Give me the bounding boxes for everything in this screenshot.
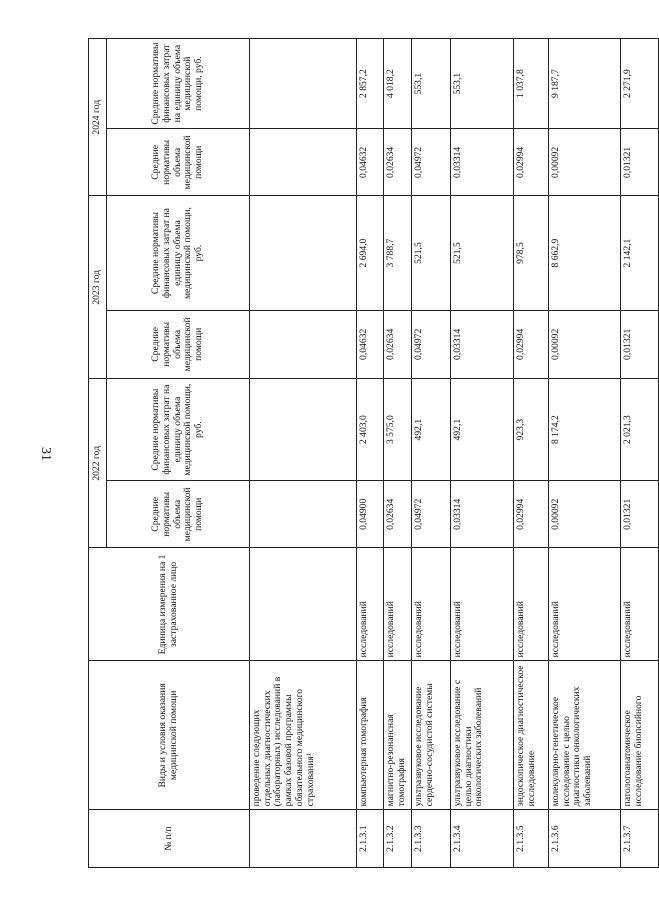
cell-cost-2024: 2 271,9 — [621, 39, 659, 129]
table-row — [549, 39, 621, 868]
cell-unit: исследований — [384, 548, 412, 661]
header-volume-2022: Средние нормативы объема медицинской помощи — [107, 481, 250, 548]
cell-volume-2022: 0,01321 — [621, 481, 659, 548]
cell-unit: исследований — [451, 548, 514, 661]
table-row — [357, 39, 384, 868]
cell-cost-2023 — [250, 196, 357, 310]
header-unit: Единица измерения на 1 застрахованное лицо — [89, 548, 250, 661]
cell-kind: эндоскопическое диагностическое исследование — [514, 661, 549, 810]
cell-cost-2023: 2 142,1 — [621, 196, 659, 310]
cell-volume-2022: 0,02634 — [384, 481, 412, 548]
cell-cost-2022: 2 021,3 — [621, 379, 659, 481]
cell-num: 2.1.3.4 — [451, 810, 514, 868]
cell-unit — [250, 548, 357, 661]
cell-cost-2022 — [250, 379, 357, 481]
rotated-page — [88, 38, 644, 868]
cell-volume-2024: 0,00092 — [549, 129, 621, 196]
cell-unit: исследований — [549, 548, 621, 661]
cell-cost-2024: 1 037,8 — [514, 39, 549, 129]
cell-volume-2024: 0,02634 — [384, 129, 412, 196]
cell-num: 2.1.3.2 — [384, 810, 412, 868]
table-row — [384, 39, 412, 868]
cell-cost-2024: 9 187,7 — [549, 39, 621, 129]
table-row — [412, 39, 451, 868]
cell-kind: компьютерная томография — [357, 661, 384, 810]
cell-volume-2023 — [250, 310, 357, 378]
cell-cost-2023: 521,5 — [412, 196, 451, 310]
cell-cost-2022: 2 403,0 — [357, 379, 384, 481]
cell-num: 2.1.3.7 — [621, 810, 659, 868]
cell-cost-2022: 3 575,0 — [384, 379, 412, 481]
header-year-2024: 2024 год — [89, 39, 107, 196]
cell-volume-2023: 0,03314 — [451, 310, 514, 378]
cell-kind: ультразвуковое исследование сердечно-сосудистой системы — [412, 661, 451, 810]
cell-cost-2024: 553,1 — [412, 39, 451, 129]
cell-num: 2.1.3.3 — [412, 810, 451, 868]
table-body — [250, 39, 659, 868]
header-row-years — [89, 39, 107, 868]
cell-cost-2023: 3 788,7 — [384, 196, 412, 310]
cell-cost-2023: 2 694,0 — [357, 196, 384, 310]
cell-unit: исследований — [357, 548, 384, 661]
header-volume-2023: Средние нормативы объема медицинской помощи — [107, 310, 250, 378]
cell-cost-2023: 978,5 — [514, 196, 549, 310]
table-row — [514, 39, 549, 868]
cell-volume-2024: 0,03314 — [451, 129, 514, 196]
cell-kind: ультразвуковое исследование с целью диагностики онкологических заболеваний — [451, 661, 514, 810]
table-row — [621, 39, 659, 868]
cell-kind: молекулярно-генетическое исследование с целью диагностики онкологических заболеваний — [549, 661, 621, 810]
cell-volume-2024: 0,01321 — [621, 129, 659, 196]
cell-cost-2022: 923,3 — [514, 379, 549, 481]
cell-volume-2023: 0,02634 — [384, 310, 412, 378]
table-row — [250, 39, 357, 868]
cell-num: 2.1.3.1 — [357, 810, 384, 868]
table-row — [451, 39, 514, 868]
cell-volume-2024: 0,04632 — [357, 129, 384, 196]
header-cost-2023: Средние нормативы финансовых затрат на единицу объема медицинской помощи, руб. — [107, 196, 250, 310]
cell-volume-2024: 0,04972 — [412, 129, 451, 196]
cell-unit: исследований — [514, 548, 549, 661]
cell-volume-2022: 0,04972 — [412, 481, 451, 548]
header-num: № п/п — [89, 810, 250, 868]
cell-unit: исследований — [412, 548, 451, 661]
cell-volume-2022: 0,02994 — [514, 481, 549, 548]
cell-volume-2023: 0,00092 — [549, 310, 621, 378]
header-volume-2024: Средние нормативы объема медицинской помощи — [107, 129, 250, 196]
cell-cost-2024 — [250, 39, 357, 129]
cell-num: 2.1.3.5 — [514, 810, 549, 868]
cell-cost-2023: 8 662,9 — [549, 196, 621, 310]
cell-volume-2023: 0,04972 — [412, 310, 451, 378]
cell-cost-2022: 492,1 — [451, 379, 514, 481]
table-sheet — [88, 38, 644, 868]
cell-kind: проведение следующих отдельных диагностических (лабораторных) исследований в рамках базовой программы обязательного медицинского страхования¹ — [250, 661, 357, 810]
cell-volume-2022 — [250, 481, 357, 548]
cell-cost-2024: 4 018,2 — [384, 39, 412, 129]
header-kind: Виды и условия оказания медицинской помощи — [89, 661, 250, 810]
cell-kind: магнитно-резонансная томография — [384, 661, 412, 810]
cell-cost-2022: 8 174,2 — [549, 379, 621, 481]
cell-volume-2023: 0,04632 — [357, 310, 384, 378]
cell-volume-2022: 0,03314 — [451, 481, 514, 548]
header-cost-2022: Средние нормативы финансовых затрат на единицу объема медицинской помощи, руб. — [107, 379, 250, 481]
cell-cost-2023: 521,5 — [451, 196, 514, 310]
cell-kind: патологоанатомическое исследование биопсийного — [621, 661, 659, 810]
cell-volume-2022: 0,00092 — [549, 481, 621, 548]
cell-num: 2.1.3.6 — [549, 810, 621, 868]
cell-volume-2023: 0,01321 — [621, 310, 659, 378]
cell-volume-2023: 0,02994 — [514, 310, 549, 378]
cell-cost-2022: 492,1 — [412, 379, 451, 481]
header-cost-2024: Средние нормативы финансовых затрат на единицу объема медицинской помощи, руб. — [107, 39, 250, 129]
cell-volume-2024: 0,02994 — [514, 129, 549, 196]
header-year-2023: 2023 год — [89, 196, 107, 379]
cell-cost-2024: 553,1 — [451, 39, 514, 129]
cell-cost-2024: 2 857,2 — [357, 39, 384, 129]
cell-volume-2024 — [250, 129, 357, 196]
cell-num — [250, 810, 357, 868]
page-number: 31 — [38, 447, 53, 461]
medical-norms-table — [88, 38, 659, 868]
cell-unit: исследований — [621, 548, 659, 661]
cell-volume-2022: 0,04900 — [357, 481, 384, 548]
header-year-2022: 2022 год — [89, 379, 107, 548]
